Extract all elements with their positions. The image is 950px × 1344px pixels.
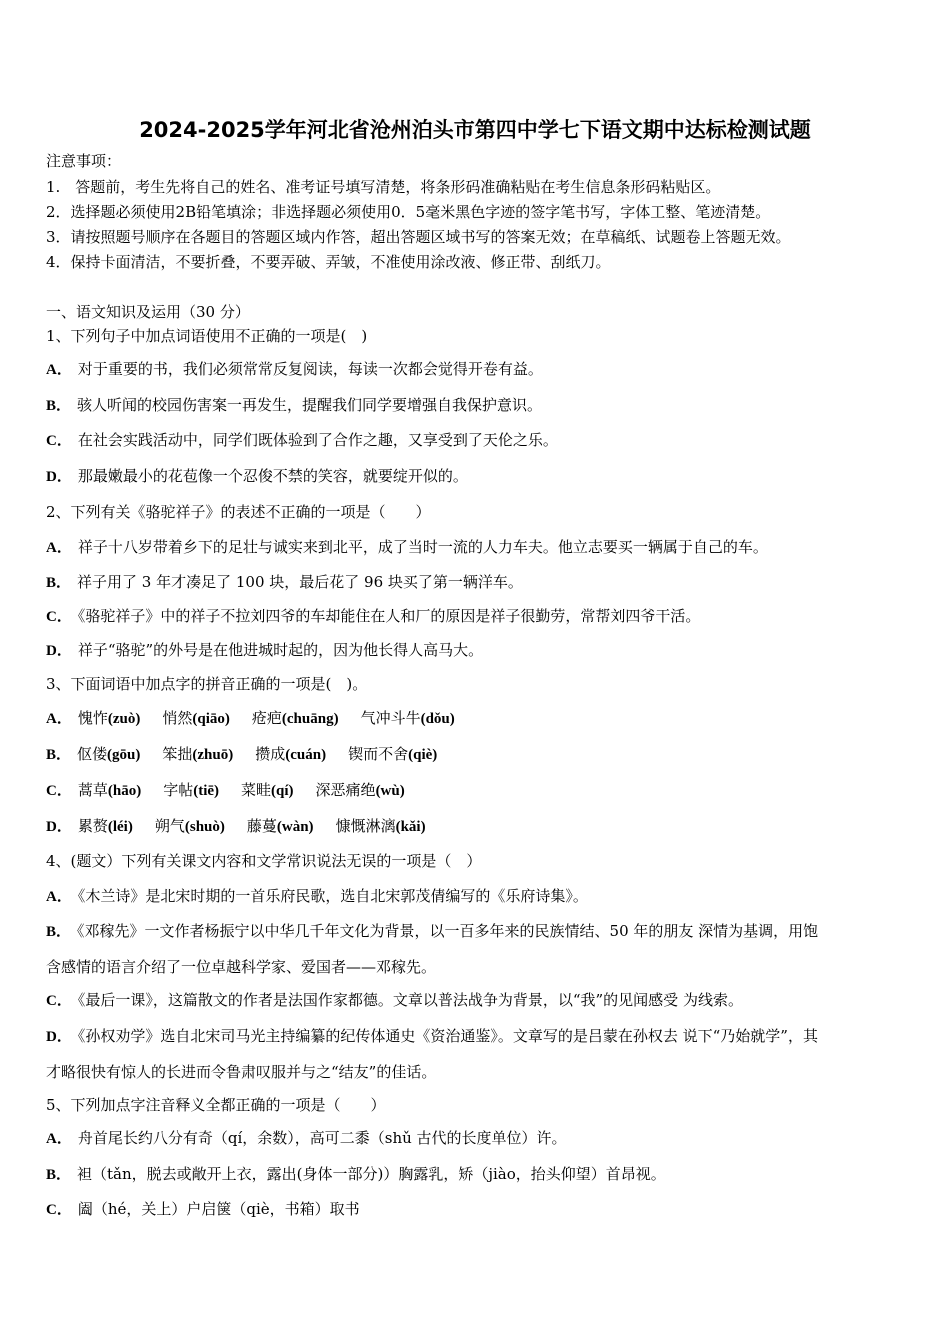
q3-option-b [46,745,908,764]
pinyin-item: 攒成(cuán) [255,745,327,763]
pinyin-item: 朔气(shuò) [154,817,225,835]
q1-option-c [46,431,908,450]
option-label: B． [46,1167,72,1183]
exam-title: 2024-2025学年河北省沧州泊头市第四中学七下语文期中达标检测试题 [139,118,811,142]
q2-option-d [46,641,908,660]
option-text: 《邓稼先》一文作者杨振宁以中华几千年文化为背景，以一百多年来的民族情结、50 年的朋友 深情为基调，用饱 [77,922,819,940]
option-text: 《木兰诗》是北宋时期的一首乐府民歌，选自北宋郭茂倩编写的《乐府诗集》。 [77,887,588,905]
q4-option-b [46,922,908,941]
notice-item-4: 4．保持卡面清洁，不要折叠，不要弄破、弄皱，不准使用涂改液、修正带、刮纸刀。 [46,253,611,271]
option-label: A． [46,362,72,378]
option-text: 那最嫩最小的花苞像一个忍俊不禁的笑容，就要绽开似的。 [77,467,468,485]
q3-option-c [46,781,908,800]
pinyin-item: 菜畦(qí) [241,781,294,799]
option-label: D． [46,643,72,659]
option-text: 阖（hé，关上）户启箧（qiè，书箱）取书 [77,1200,360,1218]
section-heading: 一、语文知识及运用（30 分） [46,303,250,321]
option-text: 祥子“骆驼”的外号是在他进城时起的，因为他长得人高马大。 [77,641,484,659]
option-label: A． [46,711,72,727]
option-label: C． [46,609,72,625]
option-label: A． [46,1131,72,1147]
option-label: B． [46,575,72,591]
option-label: A． [46,889,72,905]
notice-heading: 注意事项： [46,152,122,170]
q1-option-d [46,467,908,486]
q1-option-b [46,396,908,415]
option-label: D． [46,469,72,485]
question-2-stem: 2、下列有关《骆驼祥子》的表述不正确的一项是（ ） [46,503,431,521]
question-1-stem: 1、下列句子中加点词语使用不正确的一项是( ) [46,327,368,345]
q2-option-b [46,573,908,592]
pinyin-item: 累赘(léi) [77,817,133,835]
notice-item-1: 1. 答题前，考生先将自己的姓名、准考证号填写清楚，将条形码准确粘贴在考生信息条形码粘贴区。 [46,178,721,196]
q4-option-a [46,887,908,906]
q1-option-a [46,360,908,379]
pinyin-item: 疮疤(chuāng) [251,709,339,727]
pinyin-item: 伛偻(gōu) [77,745,141,763]
option-text: 《最后一课》，这篇散文的作者是法国作家都德。文章以普法战争为背景，以“我”的见闻感受 为线索。 [77,991,743,1009]
option-text: 《骆驼祥子》中的祥子不拉刘四爷的车却能住在人和厂的原因是祥子很勤劳，常帮刘四爷干活。 [77,607,701,625]
q4-option-c [46,991,908,1010]
option-label: C． [46,433,72,449]
option-text: 骇人听闻的校园伤害案一再发生，提醒我们同学要增强自我保护意识。 [77,396,543,414]
option-text: 袒（tǎn，脱去或敞开上衣，露出(身体一部分)）胸露乳，矫（jiào，抬头仰望）首昂视。 [77,1165,666,1183]
pinyin-item: 愧怍(zuò) [77,709,141,727]
pinyin-item: 藤蔓(wàn) [246,817,314,835]
option-label: D． [46,819,72,835]
pinyin-item: 锲而不舍(qiè) [348,745,438,763]
pinyin-item: 深恶痛绝(wù) [315,781,405,799]
q5-option-a [46,1129,908,1148]
option-text: 在社会实践活动中，同学们既体验到了合作之趣，又享受到了天伦之乐。 [77,431,558,449]
option-text: 祥子十八岁带着乡下的足壮与诚实来到北平，成了当时一流的人力车夫。他立志要买一辆属于自己的车。 [77,538,768,556]
pinyin-item: 字帖(tiē) [163,781,220,799]
q5-option-b [46,1165,908,1184]
question-3-stem: 3、下面词语中加点字的拼音正确的一项是( )。 [46,675,368,693]
option-text: 对于重要的书，我们必须常常反复阅读，每读一次都会觉得开卷有益。 [77,360,543,378]
option-label: C． [46,1202,72,1218]
pinyin-item: 气冲斗牛(dǒu) [360,709,455,727]
option-label: C． [46,993,72,1009]
q4-option-b-continued: 含感情的语言介绍了一位卓越科学家、爱国者——邓稼先。 [46,958,437,976]
option-label: B． [46,398,72,414]
question-5-stem: 5、下列加点字注音释义全都正确的一项是（ ） [46,1096,386,1114]
option-label: D． [46,1029,72,1045]
pinyin-item: 悄然(qiāo) [162,709,230,727]
pinyin-item: 蒿草(hāo) [77,781,142,799]
q3-option-d [46,817,908,836]
q2-option-a [46,538,908,557]
option-label: B． [46,924,72,940]
q2-option-c [46,607,908,626]
pinyin-item: 慷慨淋漓(kǎi) [335,817,426,835]
q4-option-d-continued: 才略很快有惊人的长进而令鲁肃叹服并与之“结友”的佳话。 [46,1063,437,1081]
notice-item-2: 2．选择题必须使用2B铅笔填涂；非选择题必须使用0．5毫米黑色字迹的签字笔书写，字体工整、笔迹清楚。 [46,203,771,221]
notice-item-3: 3．请按照题号顺序在各题目的答题区域内作答，超出答题区域书写的答案无效；在草稿纸、试题卷上答题无效。 [46,228,791,246]
q3-option-a [46,709,908,728]
question-4-stem: 4、(题文）下列有关课文内容和文学常识说法无误的一项是（ ） [46,852,482,870]
q4-option-d [46,1027,908,1046]
option-label: B． [46,747,72,763]
option-label: A． [46,540,72,556]
option-text: 舟首尾长约八分有奇（qí，余数），高可二黍（shǔ 古代的长度单位）许。 [77,1129,567,1147]
option-label: C． [46,783,72,799]
option-text: 祥子用了 3 年才凑足了 100 块，最后花了 96 块买了第一辆洋车。 [77,573,523,591]
q5-option-c [46,1200,908,1219]
option-text: 《孙权劝学》选自北宋司马光主持编纂的纪传体通史《资治通鉴》。文章写的是吕蒙在孙权去 说下“乃始就学”，其 [77,1027,818,1045]
pinyin-item: 笨拙(zhuō) [162,745,234,763]
